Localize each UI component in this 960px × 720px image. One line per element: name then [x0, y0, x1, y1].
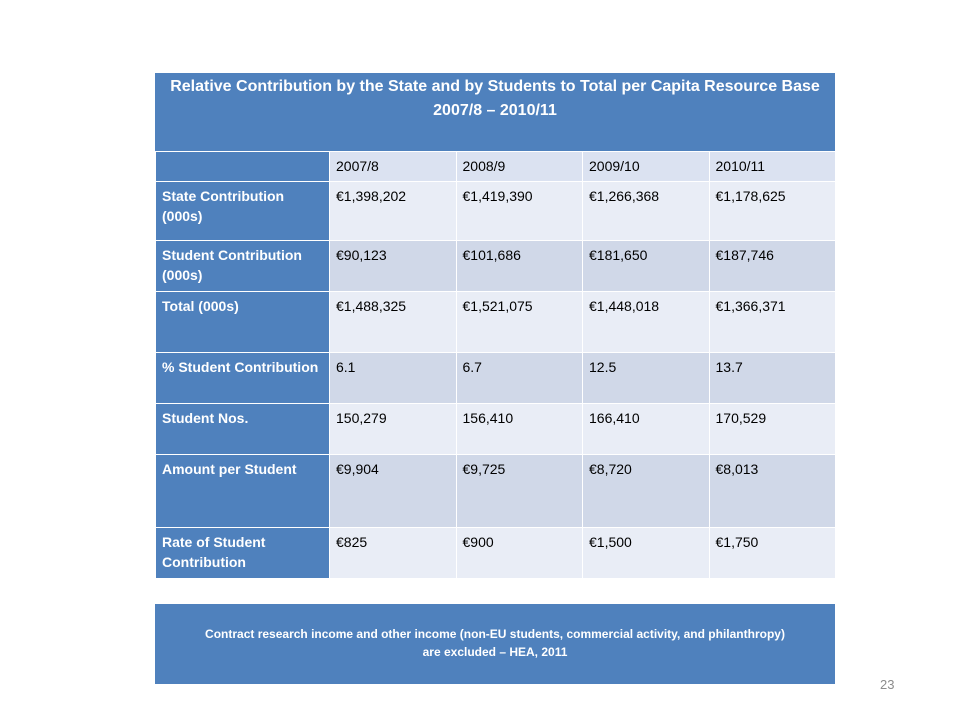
table-row	[156, 528, 836, 579]
column-header: 2008/9	[456, 152, 583, 182]
table-cell: €8,720	[583, 455, 710, 528]
table-cell: €1,366,371	[709, 292, 836, 353]
table-cell: €1,448,018	[583, 292, 710, 353]
row-label: Student Contribution (000s)	[156, 241, 330, 292]
row-label: State Contribution (000s)	[156, 182, 330, 241]
corner-cell	[156, 152, 330, 182]
row-label: % Student Contribution	[156, 353, 330, 404]
table-header-row	[156, 152, 836, 182]
table-row	[156, 292, 836, 353]
table-cell: €1,266,368	[583, 182, 710, 241]
table-cell: 150,279	[330, 404, 457, 455]
table-cell: €90,123	[330, 241, 457, 292]
table-cell: 166,410	[583, 404, 710, 455]
column-header: 2009/10	[583, 152, 710, 182]
table-cell: 156,410	[456, 404, 583, 455]
table-row	[156, 353, 836, 404]
table-cell: €900	[456, 528, 583, 579]
table-cell: €1,521,075	[456, 292, 583, 353]
table-cell: €101,686	[456, 241, 583, 292]
table-cell: €187,746	[709, 241, 836, 292]
table-row	[156, 182, 836, 241]
table-cell: 170,529	[709, 404, 836, 455]
table-cell: €1,398,202	[330, 182, 457, 241]
row-label: Total (000s)	[156, 292, 330, 353]
table-cell: €1,419,390	[456, 182, 583, 241]
table-cell: €1,488,325	[330, 292, 457, 353]
table-cell: 12.5	[583, 353, 710, 404]
table-row	[156, 241, 836, 292]
column-header: 2007/8	[330, 152, 457, 182]
page-number: 23	[880, 677, 895, 692]
table-cell: €1,500	[583, 528, 710, 579]
table-cell: €1,750	[709, 528, 836, 579]
table-cell: 6.7	[456, 353, 583, 404]
row-label: Student Nos.	[156, 404, 330, 455]
footnote: Contract research income and other income (non-EU students, commercial activity, and philanthropy) are excluded – HEA, 2011	[155, 604, 835, 684]
column-header: 2010/11	[709, 152, 836, 182]
row-label: Amount per Student	[156, 455, 330, 528]
contribution-table	[155, 151, 836, 579]
table-cell: 13.7	[709, 353, 836, 404]
table-cell: €825	[330, 528, 457, 579]
table-cell: 6.1	[330, 353, 457, 404]
table-row	[156, 404, 836, 455]
row-label: Rate of Student Contribution	[156, 528, 330, 579]
table-cell: €9,725	[456, 455, 583, 528]
table-cell: €1,178,625	[709, 182, 836, 241]
table-title: Relative Contribution by the State and by Students to Total per Capita Resource Base 2007/8 – 2010/11	[155, 73, 835, 151]
table-cell: €8,013	[709, 455, 836, 528]
table-cell: €181,650	[583, 241, 710, 292]
table-cell: €9,904	[330, 455, 457, 528]
table-row	[156, 455, 836, 528]
